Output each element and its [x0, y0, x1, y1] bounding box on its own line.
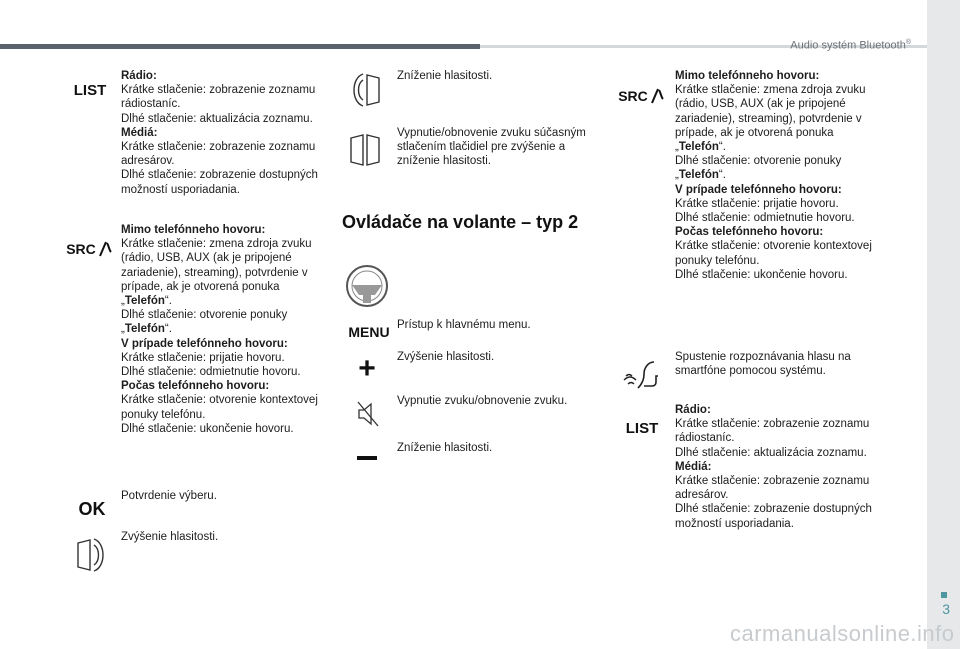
src-during-call-title: Počas telefónneho hovoru:: [121, 380, 270, 393]
src-incoming-call-title: V prípade telefónneho hovoru:: [121, 337, 288, 350]
src-description-2: [675, 69, 875, 282]
media-long-press: Dlhé stlačenie: zobrazenie dostupných možností usporiadania.: [121, 169, 318, 196]
minus-button-icon: [356, 453, 378, 463]
mute-combo-description: Vypnutie/obnovenie zvuku súčasným stlačením tlačidiel pre zvýšenie a zníženie hlasitosti.: [397, 127, 586, 168]
page-marker: [941, 592, 947, 598]
page-sidebar: [927, 0, 960, 649]
radio-title: Rádio:: [121, 70, 157, 82]
src2-incoming-call-short: Krátke stlačenie: prijatie hovoru.: [675, 197, 839, 210]
header-registered-mark: ®: [905, 39, 911, 46]
src-during-call-long: Dlhé stlačenie: ukončenie hovoru.: [121, 422, 294, 435]
src2-incoming-call-title: V prípade telefónneho hovoru:: [675, 183, 842, 196]
radio-short-press: Krátke stlačenie: zobrazenie zoznamu rádiostaníc.: [121, 84, 316, 111]
voice-recognition-description: Spustenie rozpoznávania hlasu na smartfóne pomocou systému.: [675, 351, 851, 378]
volume-up-wheel-icon: [72, 535, 112, 575]
src2-during-call-long: Dlhé stlačenie: ukončenie hovoru.: [675, 268, 848, 281]
list-button-icon-2: LIST: [625, 419, 659, 437]
src-phone-button-icon: [66, 238, 114, 260]
radio-long-press-2: Dlhé stlačenie: aktualizácia zoznamu.: [675, 446, 867, 459]
src-label: SRC: [66, 241, 96, 257]
mute-speaker-icon: [356, 400, 380, 428]
src-outside-call-short: Krátke stlačenie: zmena zdroja zvuku (rádio, USB, AUX (ak je pripojené zariadenie), streaming), potvrdenie v prípade, ak je otvorená ponuka „Telefón“.: [121, 238, 312, 308]
radio-short-press-2: Krátke stlačenie: zobrazenie zoznamu rádiostaníc.: [675, 418, 870, 445]
src-outside-call-title: Mimo telefónneho hovoru:: [121, 224, 266, 236]
radio-long-press: Dlhé stlačenie: aktualizácia zoznamu.: [121, 112, 313, 125]
media-long-press-2: Dlhé stlačenie: zobrazenie dostupných možností usporiadania.: [675, 503, 872, 530]
plus-button-icon: +: [358, 352, 376, 385]
src-during-call-short: Krátke stlačenie: otvorenie kontextovej ponuky telefónu.: [121, 394, 318, 421]
volume-down-description: Zníženie hlasitosti.: [397, 70, 493, 82]
src2-incoming-call-long: Dlhé stlačenie: odmietnutie hovoru.: [675, 212, 855, 225]
src-label-2: SRC: [618, 88, 648, 104]
src2-outside-call-short: Krátke stlačenie: zmena zdroja zvuku (rádio, USB, AUX (ak je pripojené zariadenie), streaming), potvrdenie v prípade, ak je otvorená ponuka „Telefón“.: [675, 84, 866, 154]
steering-wheel-icon: [344, 263, 390, 309]
media-title-2: Médiá:: [675, 460, 712, 473]
src2-outside-call-long: Dlhé stlačenie: otvorenie ponuky „Telefón“.: [675, 155, 842, 182]
menu-button-icon: MENU: [348, 324, 390, 340]
volume-up-description: Zvýšenie hlasitosti.: [121, 531, 219, 543]
media-short-press-2: Krátke stlačenie: zobrazenie zoznamu adresárov.: [675, 475, 870, 502]
voice-recognition-icon: [622, 356, 662, 392]
header-rule-dark: [0, 44, 480, 49]
list-button-icon: LIST: [73, 81, 107, 99]
phone-slash-icon: [648, 87, 666, 105]
src2-during-call-title: Počas telefónneho hovoru:: [675, 226, 824, 239]
radio-title-2: Rádio:: [675, 404, 711, 416]
section-title: Ovládače na volante – typ 2: [342, 212, 579, 232]
mute-wheel-icon: [345, 130, 385, 170]
watermark: carmanualsonline.info: [730, 621, 955, 646]
src2-during-call-short: Krátke stlačenie: otvorenie kontextovej ponuky telefónu.: [675, 240, 872, 267]
src-outside-call-long: Dlhé stlačenie: otvorenie ponuky „Telefón“.: [121, 309, 288, 336]
src-description: [121, 223, 321, 436]
list-description: [121, 69, 321, 197]
minus-description: Zníženie hlasitosti.: [397, 442, 493, 454]
plus-description: Zvýšenie hlasitosti.: [397, 351, 495, 363]
list-description-2: [675, 403, 875, 531]
ok-description: Potvrdenie výberu.: [121, 490, 217, 502]
mute-description: Vypnutie zvuku/obnovenie zvuku.: [397, 395, 568, 407]
page-number: 3: [942, 601, 950, 617]
page-header: [790, 39, 911, 52]
src-incoming-call-short: Krátke stlačenie: prijatie hovoru.: [121, 351, 285, 364]
ok-button-icon: OK: [78, 498, 106, 519]
media-short-press: Krátke stlačenie: zobrazenie zoznamu adresárov.: [121, 141, 316, 168]
phone-slash-icon: [96, 240, 114, 258]
volume-down-wheel-icon: [345, 70, 385, 110]
src-phone-button-icon-2: [618, 85, 666, 107]
src2-outside-call-title: Mimo telefónneho hovoru:: [675, 70, 820, 82]
src-incoming-call-long: Dlhé stlačenie: odmietnutie hovoru.: [121, 366, 301, 379]
header-title: Audio systém Bluetooth: [790, 39, 906, 52]
menu-description: Prístup k hlavnému menu.: [397, 319, 531, 331]
media-title: Médiá:: [121, 126, 158, 139]
